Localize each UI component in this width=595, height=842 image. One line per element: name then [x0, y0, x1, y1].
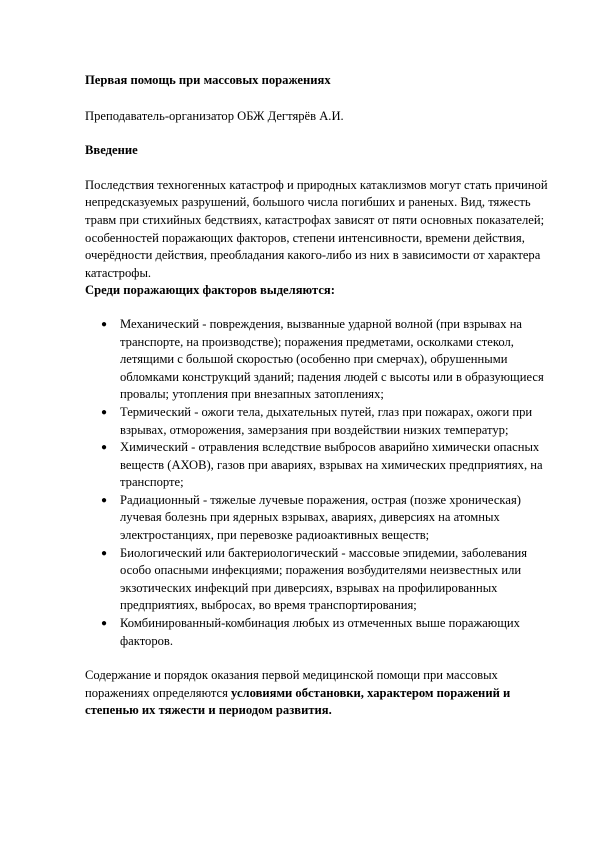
closing-emphasis: условиями обстановки, характером поражений и степенью их тяжести и периодом развития.: [85, 685, 511, 718]
factor-term: Химический: [120, 440, 188, 455]
list-item-combined: [85, 615, 555, 650]
factor-text: -комбинация любых из отмеченных выше поражающих факторов.: [120, 616, 520, 648]
factor-term: Биологический или бактериологический: [120, 545, 339, 560]
factor-term: Термический: [120, 404, 192, 419]
list-item-chemical: [85, 439, 555, 492]
factor-text: - массовые эпидемии, заболевания особо опасными инфекциями; поражения возбудителями неизвестных или экзотических инфекций при диверсиях, взрывах на профилированных предприятиях, выбросах, во время транспортирования;: [120, 545, 528, 613]
document-title: Первая помощь при массовых поражениях: [85, 73, 331, 87]
closing-paragraph: [85, 667, 555, 720]
factor-term: Комбинированный: [120, 616, 222, 631]
factors-list: [85, 316, 555, 650]
list-item-radiation: [85, 492, 555, 545]
bullet-icon: ●: [101, 494, 108, 506]
bullet-icon: ●: [101, 406, 108, 418]
list-item-biological: [85, 545, 555, 615]
factors-heading: Среди поражающих факторов выделяются:: [85, 283, 335, 298]
author-line: Преподаватель-организатор ОБЖ Дегтярёв А.И.: [85, 108, 344, 123]
factor-text: - отравления вследствие выбросов аварийно химически опасных веществ (АХОВ), газов при авариях, взрывах на химических предприятиях, на транспорте;: [120, 440, 543, 490]
list-item-mechanical: [85, 316, 555, 404]
bullet-icon: ●: [101, 547, 108, 559]
bullet-icon: ●: [101, 618, 108, 630]
list-item-thermal: [85, 404, 555, 439]
bullet-icon: ●: [101, 318, 108, 330]
bullet-icon: ●: [101, 442, 108, 454]
factor-term: Механический: [120, 316, 200, 331]
closing-text: Содержание и порядок оказания первой медицинской помощи при массовых поражениях определяются: [85, 668, 498, 700]
intro-paragraph: Последствия техногенных катастроф и природных катаклизмов могут стать причиной непредсказуемых разрушений, большого числа погибших и раненых. Вид, тяжесть травм при стихийных бедствиях, катастрофах зависят от пяти основных показателей; особенностей поражающих факторов, степени интенсивности, времени действия, очерёдности действия, преобладания какого-либо из них в зависимости от характера катастрофы.: [85, 177, 548, 280]
factor-term: Радиационный: [120, 492, 200, 507]
factor-text: - ожоги тела, дыхательных путей, глаз при пожарах, ожоги при взрывах, отморожения, замерзания при воздействии низких температур;: [120, 404, 533, 437]
document-page: [85, 72, 555, 720]
intro-heading: Введение: [85, 143, 138, 158]
factor-text: - повреждения, вызванные ударной волной (при взрывах на транспорте, на производстве); поражения предметами, осколками стекол, летящими с большой скоростью (особенно при смерчах), обрушенными обломками конструкций зданий; падения людей с высоты или в образующиеся провалы; утопления при внезапных затоплениях;: [120, 316, 544, 402]
factor-text: - тяжелые лучевые поражения, острая (позже хроническая) лучевая болезнь при ядерных взрывах, авариях, диверсиях на атомных электростанциях, при перевозке радиоактивных веществ;: [120, 492, 521, 543]
